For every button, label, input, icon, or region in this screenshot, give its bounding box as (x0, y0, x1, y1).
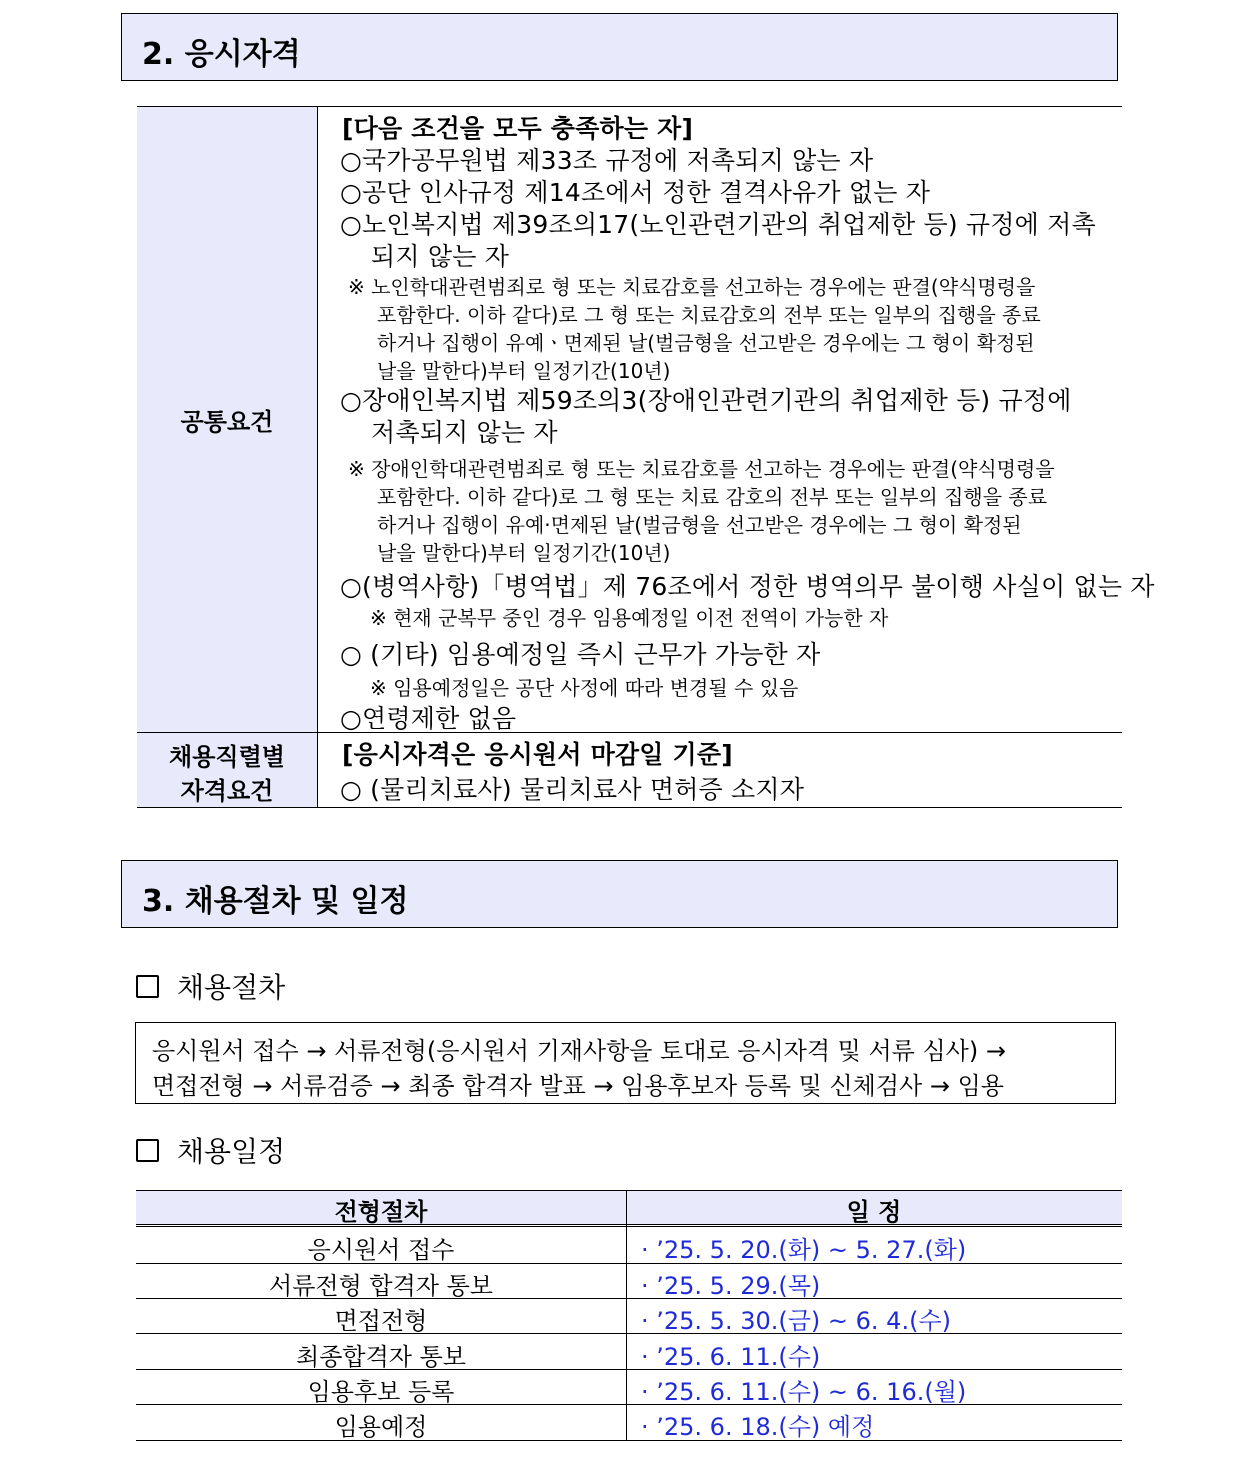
square-bullet-icon (136, 975, 159, 998)
section-3-header (121, 860, 1118, 928)
section-2-title: 2. 응시자격 (142, 37, 301, 72)
common-requirements-content (317, 107, 1155, 733)
requirement-note: 포함한다. 이하 같다)로 그 형 또는 치료감호의 전부 또는 일부의 집행을 종료 (377, 303, 1041, 327)
schedule-row (136, 1228, 1122, 1263)
header-date: 일 정 (846, 1198, 902, 1226)
schedule-row (136, 1299, 1122, 1334)
job-requirements-label-cell (137, 733, 317, 807)
requirement-note: 날을 말한다)부터 일정기간(10년) (377, 541, 671, 565)
schedule-step: 서류전형 합격자 통보 (269, 1272, 493, 1300)
requirement-note: 하거나 집행이 유예ㆍ면제된 날(벌금형을 선고받은 경우에는 그 형이 확정된 (377, 331, 1035, 355)
common-heading: [다음 조건을 모두 충족하는 자] (342, 114, 694, 143)
procedure-line: 면접전형 → 서류검증 → 최종 합격자 발표 → 임용후보자 등록 및 신체검사 → 임용 (152, 1072, 1004, 1100)
requirement-note: 날을 말한다)부터 일정기간(10년) (377, 359, 671, 383)
schedule-step: 최종합격자 통보 (296, 1343, 466, 1371)
schedule-date: · ’25. 5. 20.(화) ~ 5. 27.(화) (641, 1236, 967, 1264)
schedule-subheading (136, 1130, 285, 1170)
header-step: 전형절차 (334, 1198, 428, 1226)
schedule-date: · ’25. 5. 29.(목) (641, 1272, 821, 1300)
requirement-item: ○장애인복지법 제59조의3(장애인관련기관의 취업제한 등) 규정에 (340, 386, 1072, 415)
schedule-date: · ’25. 6. 11.(수) ~ 6. 16.(월) (641, 1378, 967, 1406)
common-requirements-label: 공통요건 (180, 408, 274, 436)
requirement-item: ○ (기타) 임용예정일 즉시 근무가 가능한 자 (340, 640, 821, 669)
common-requirements-label-cell (137, 107, 317, 732)
schedule-step: 임용예정 (334, 1413, 428, 1441)
procedure-line: 응시원서 접수 → 서류전형(응시원서 기재사항을 토대로 응시자격 및 서류 심사) → (152, 1037, 1006, 1065)
requirement-item: ○연령제한 없음 (340, 704, 517, 733)
requirement-item: ○노인복지법 제39조의17(노인관련기관의 취업제한 등) 규정에 저촉 (340, 210, 1096, 239)
requirement-note: 하거나 집행이 유예·면제된 날(벌금형을 선고받은 경우에는 그 형이 확정된 (377, 513, 1022, 537)
schedule-step: 응시원서 접수 (307, 1236, 455, 1264)
job-requirements-label-line1: 채용직렬별 (169, 743, 285, 771)
procedure-title: 채용절차 (177, 971, 286, 1004)
requirement-note: ※ 장애인학대관련범죄로 형 또는 치료감호를 선고하는 경우에는 판결(약식명령을 (348, 457, 1055, 481)
requirement-note: ※ 현재 군복무 중인 경우 임용예정일 이전 전역이 가능한 자 (370, 606, 889, 630)
schedule-row (136, 1264, 1122, 1299)
schedule-step: 면접전형 (334, 1307, 428, 1335)
requirement-note: ※ 노인학대관련범죄로 형 또는 치료감호를 선고하는 경우에는 판결(약식명령을 (348, 275, 1036, 299)
requirement-note: ※ 임용예정일은 공단 사정에 따라 변경될 수 있음 (370, 676, 799, 700)
requirement-note: 포함한다. 이하 같다)로 그 형 또는 치료 감호의 전부 또는 일부의 집행을 종료 (377, 485, 1048, 509)
requirement-item-continued: 되지 않는 자 (371, 242, 510, 271)
eligibility-table (137, 106, 1155, 807)
schedule-title: 채용일정 (177, 1135, 286, 1168)
schedule-step: 임용후보 등록 (307, 1378, 455, 1406)
job-heading: [응시자격은 응시원서 마감일 기준] (342, 740, 733, 769)
requirement-item: ○공단 인사규정 제14조에서 정한 결격사유가 없는 자 (340, 178, 931, 207)
job-requirements-label-line2: 자격요건 (180, 777, 274, 805)
schedule-date: · ’25. 6. 18.(수) 예정 (641, 1413, 875, 1441)
schedule-row (136, 1405, 1122, 1440)
procedure-subheading (136, 966, 285, 1006)
requirement-item: ○ (물리치료사) 물리치료사 면허증 소지자 (340, 775, 805, 804)
requirement-item: ○(병역사항)「병역법」제 76조에서 정한 병역의무 불이행 사실이 없는 자 (340, 572, 1155, 601)
procedure-box (135, 1022, 1116, 1104)
schedule-date: · ’25. 6. 11.(수) (641, 1343, 821, 1371)
requirement-item-continued: 저촉되지 않는 자 (371, 418, 558, 447)
schedule-row (136, 1335, 1122, 1370)
square-bullet-icon (136, 1139, 159, 1162)
section-2-header (121, 13, 1118, 81)
schedule-date: · ’25. 5. 30.(금) ~ 6. 4.(수) (641, 1307, 951, 1335)
schedule-header-row (136, 1190, 1122, 1224)
schedule-row (136, 1370, 1122, 1405)
requirement-item: ○국가공무원법 제33조 규정에 저촉되지 않는 자 (340, 146, 874, 175)
job-requirements-content (317, 733, 1122, 807)
section-3-title: 3. 채용절차 및 일정 (142, 884, 409, 919)
